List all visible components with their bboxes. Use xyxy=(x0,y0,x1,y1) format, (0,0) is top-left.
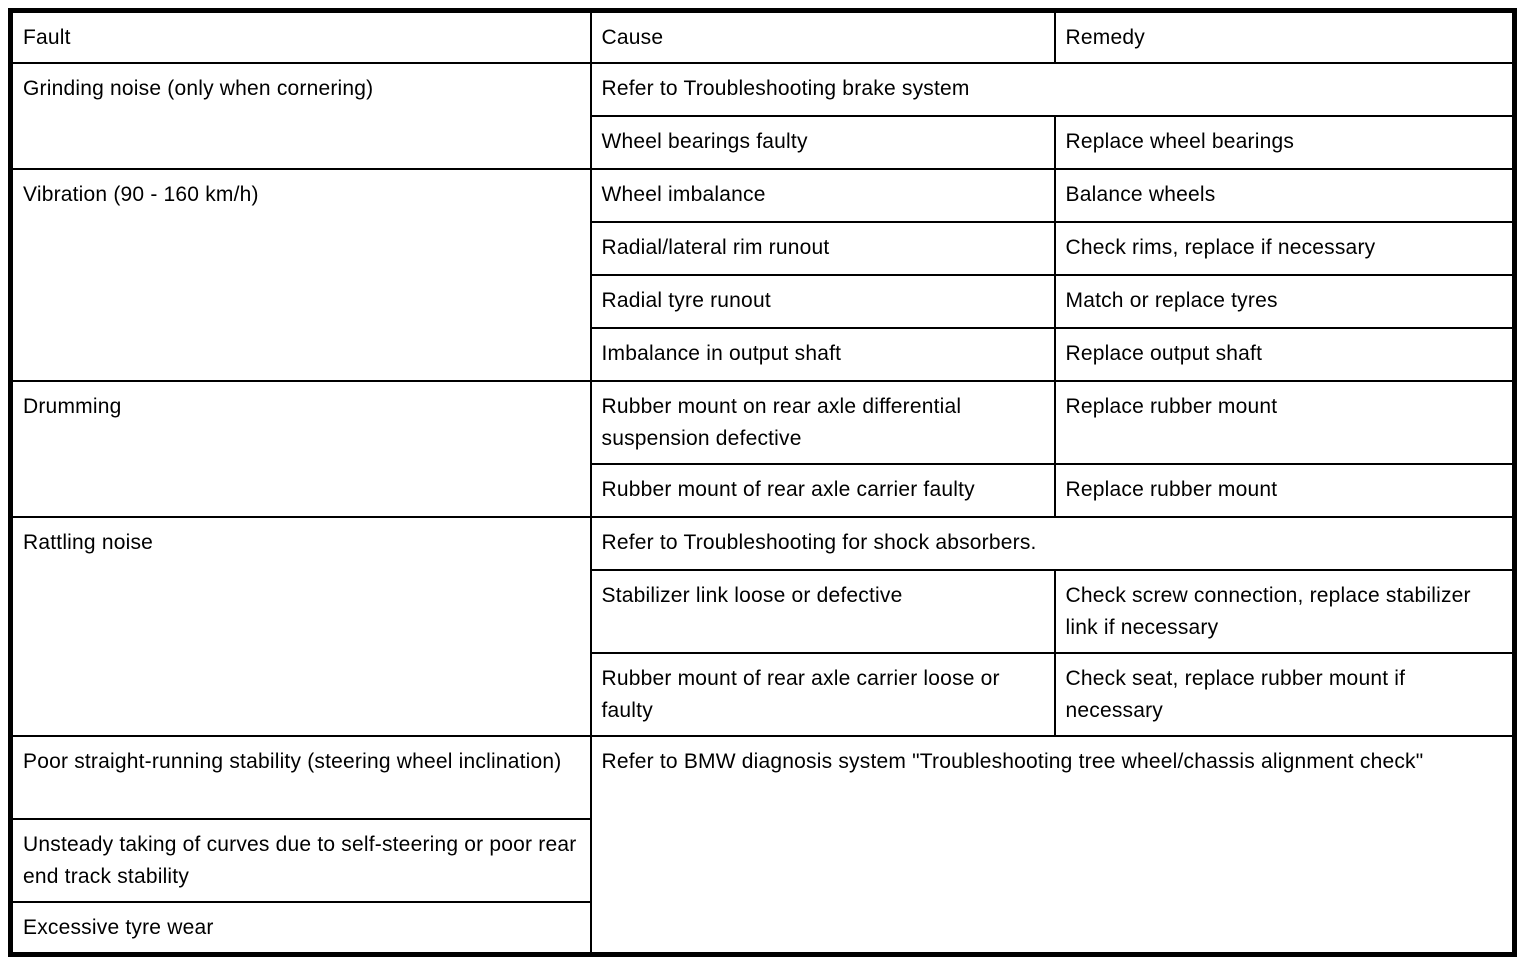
header-cause: Cause xyxy=(591,11,1055,63)
header-row xyxy=(11,11,1515,63)
cause-rubber-mount-carrier-loose: Rubber mount of rear axle carrier loose or faulty xyxy=(591,653,1055,736)
cause-refer-shock-absorbers: Refer to Troubleshooting for shock absorbers. xyxy=(591,517,1515,570)
fault-excessive-tyre-wear: Excessive tyre wear xyxy=(11,902,591,955)
fault-rattling-noise: Rattling noise xyxy=(11,517,591,736)
remedy-check-screw-connection: Check screw connection, replace stabilizer link if necessary xyxy=(1055,570,1515,653)
table-row xyxy=(11,736,1515,819)
remedy-check-seat: Check seat, replace rubber mount if necessary xyxy=(1055,653,1515,736)
fault-unsteady-curves: Unsteady taking of curves due to self-steering or poor rear end track stability xyxy=(11,819,591,902)
fault-vibration: Vibration (90 - 160 km/h) xyxy=(11,169,591,381)
remedy-replace-rubber-mount-1: Replace rubber mount xyxy=(1055,381,1515,464)
remedy-replace-wheel-bearings: Replace wheel bearings xyxy=(1055,116,1515,169)
cause-rubber-mount-differential: Rubber mount on rear axle differential suspension defective xyxy=(591,381,1055,464)
cause-radial-tyre-runout: Radial tyre runout xyxy=(591,275,1055,328)
remedy-replace-output-shaft: Replace output shaft xyxy=(1055,328,1515,381)
troubleshooting-table xyxy=(8,8,1517,957)
cause-wheel-bearings-faulty: Wheel bearings faulty xyxy=(591,116,1055,169)
header-remedy: Remedy xyxy=(1055,11,1515,63)
cause-stabilizer-link: Stabilizer link loose or defective xyxy=(591,570,1055,653)
cause-refer-brake-system: Refer to Troubleshooting brake system xyxy=(591,63,1515,116)
cause-wheel-imbalance: Wheel imbalance xyxy=(591,169,1055,222)
remedy-match-replace-tyres: Match or replace tyres xyxy=(1055,275,1515,328)
header-fault: Fault xyxy=(11,11,591,63)
table-row xyxy=(11,517,1515,570)
remedy-bmw-diagnosis-system: Refer to BMW diagnosis system "Troubleshooting tree wheel/chassis alignment check" xyxy=(591,736,1515,955)
table-row xyxy=(11,63,1515,116)
fault-drumming: Drumming xyxy=(11,381,591,517)
fault-grinding-noise: Grinding noise (only when cornering) xyxy=(11,63,591,169)
cause-rubber-mount-carrier-faulty: Rubber mount of rear axle carrier faulty xyxy=(591,464,1055,517)
cause-imbalance-output-shaft: Imbalance in output shaft xyxy=(591,328,1055,381)
remedy-replace-rubber-mount-2: Replace rubber mount xyxy=(1055,464,1515,517)
fault-poor-straight-running: Poor straight-running stability (steering wheel inclination) xyxy=(11,736,591,819)
remedy-balance-wheels: Balance wheels xyxy=(1055,169,1515,222)
table-row xyxy=(11,169,1515,222)
cause-rim-runout: Radial/lateral rim runout xyxy=(591,222,1055,275)
remedy-check-rims: Check rims, replace if necessary xyxy=(1055,222,1515,275)
table-row xyxy=(11,381,1515,464)
